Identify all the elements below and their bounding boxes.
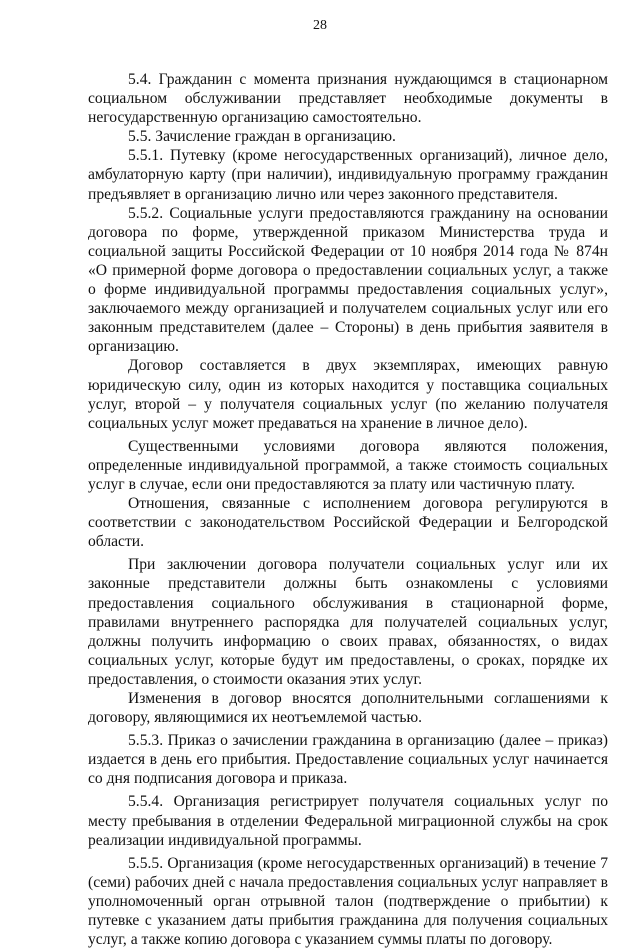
paragraph-5-5-3: 5.5.3. Приказ о зачислении гражданина в организацию (далее – приказ) издается в день его прибытия. Предоставление социальных услуг начинается со дня подписания договора и приказа. <box>88 732 608 788</box>
paragraph-5-4: 5.4. Гражданин с момента признания нуждающимся в стационарном социальном обслуживании представляет необходимые документы в негосударственную организацию самостоятельно. <box>88 71 608 127</box>
paragraph-5-5-1: 5.5.1. Путевку (кроме негосударственных организаций), личное дело, амбулаторную карту (при наличии), индивидуальную программу гражданин предъявляет в организацию лично или через законного представителя. <box>88 147 608 203</box>
paragraph-relations: Отношения, связанные с исполнением договора регулируются в соответствии с законодательством Российской Федерации и Белгородской области. <box>88 495 608 551</box>
paragraph-5-5-5: 5.5.5. Организация (кроме негосударственных организаций) в течение 7 (семи) рабочих дней с начала предоставления социальных услуг направляет в уполномоченный орган отрывной талон (подтверждение о прибытии) к путевке с указанием даты прибытия гражданина для получения социальных услуг, а также копию договора с указанием суммы платы по договору. <box>88 854 608 949</box>
paragraph-5-5-4: 5.5.4. Организация регистрирует получателя социальных услуг по месту пребывания в отделении Федеральной миграционной службы на срок реализации индивидуальной программы. <box>88 793 608 849</box>
document-body <box>88 70 608 949</box>
page-number: 28 <box>313 18 327 33</box>
paragraph-amendments: Изменения в договор вносятся дополнительными соглашениями к договору, являющимися их неотъемлемой частью. <box>88 690 608 727</box>
paragraph-contract-copies: Договор составляется в двух экземплярах, имеющих равную юридическую силу, один из которых находится у поставщика социальных услуг, второй – у получателя социальных услуг (по желанию получателя социальных услуг может предаваться на хранение в личное дело). <box>88 357 608 432</box>
paragraph-5-5-2: 5.5.2. Социальные услуги предоставляются гражданину на основании договора по форме, утвержденной приказом Министерства труда и социальной защиты Российской Федерации от 10 ноября 2014 года № 874н «О примерной форме договора о предоставлении социальных услуг, а также о форме индивидуальной программы предоставления социальных услуг», заключаемого между организацией и получателем социальных услуг или его законным представителем (далее – Стороны) в день прибытия заявителя в организацию. <box>88 204 608 356</box>
paragraph-5-5: 5.5. Зачисление граждан в организацию. <box>128 128 396 146</box>
paragraph-contract-conclusion: При заключении договора получатели социальных услуг или их законные представители должны быть ознакомлены с условиями предоставления социального обслуживания в стационарной форме, правилами внутреннего распорядка для получателей социальных услуг, должны получить информацию о своих правах, обязанностях, о видах социальных услуг, которые будут им предоставлены, о сроках, порядке их предоставления, о стоимости оказания этих услуг. <box>88 556 608 688</box>
paragraph-contract-terms: Существенными условиями договора являются положения, определенные индивидуальной программой, а также стоимость социальных услуг в случае, если они предоставляются за плату или частичную плату. <box>88 437 608 493</box>
